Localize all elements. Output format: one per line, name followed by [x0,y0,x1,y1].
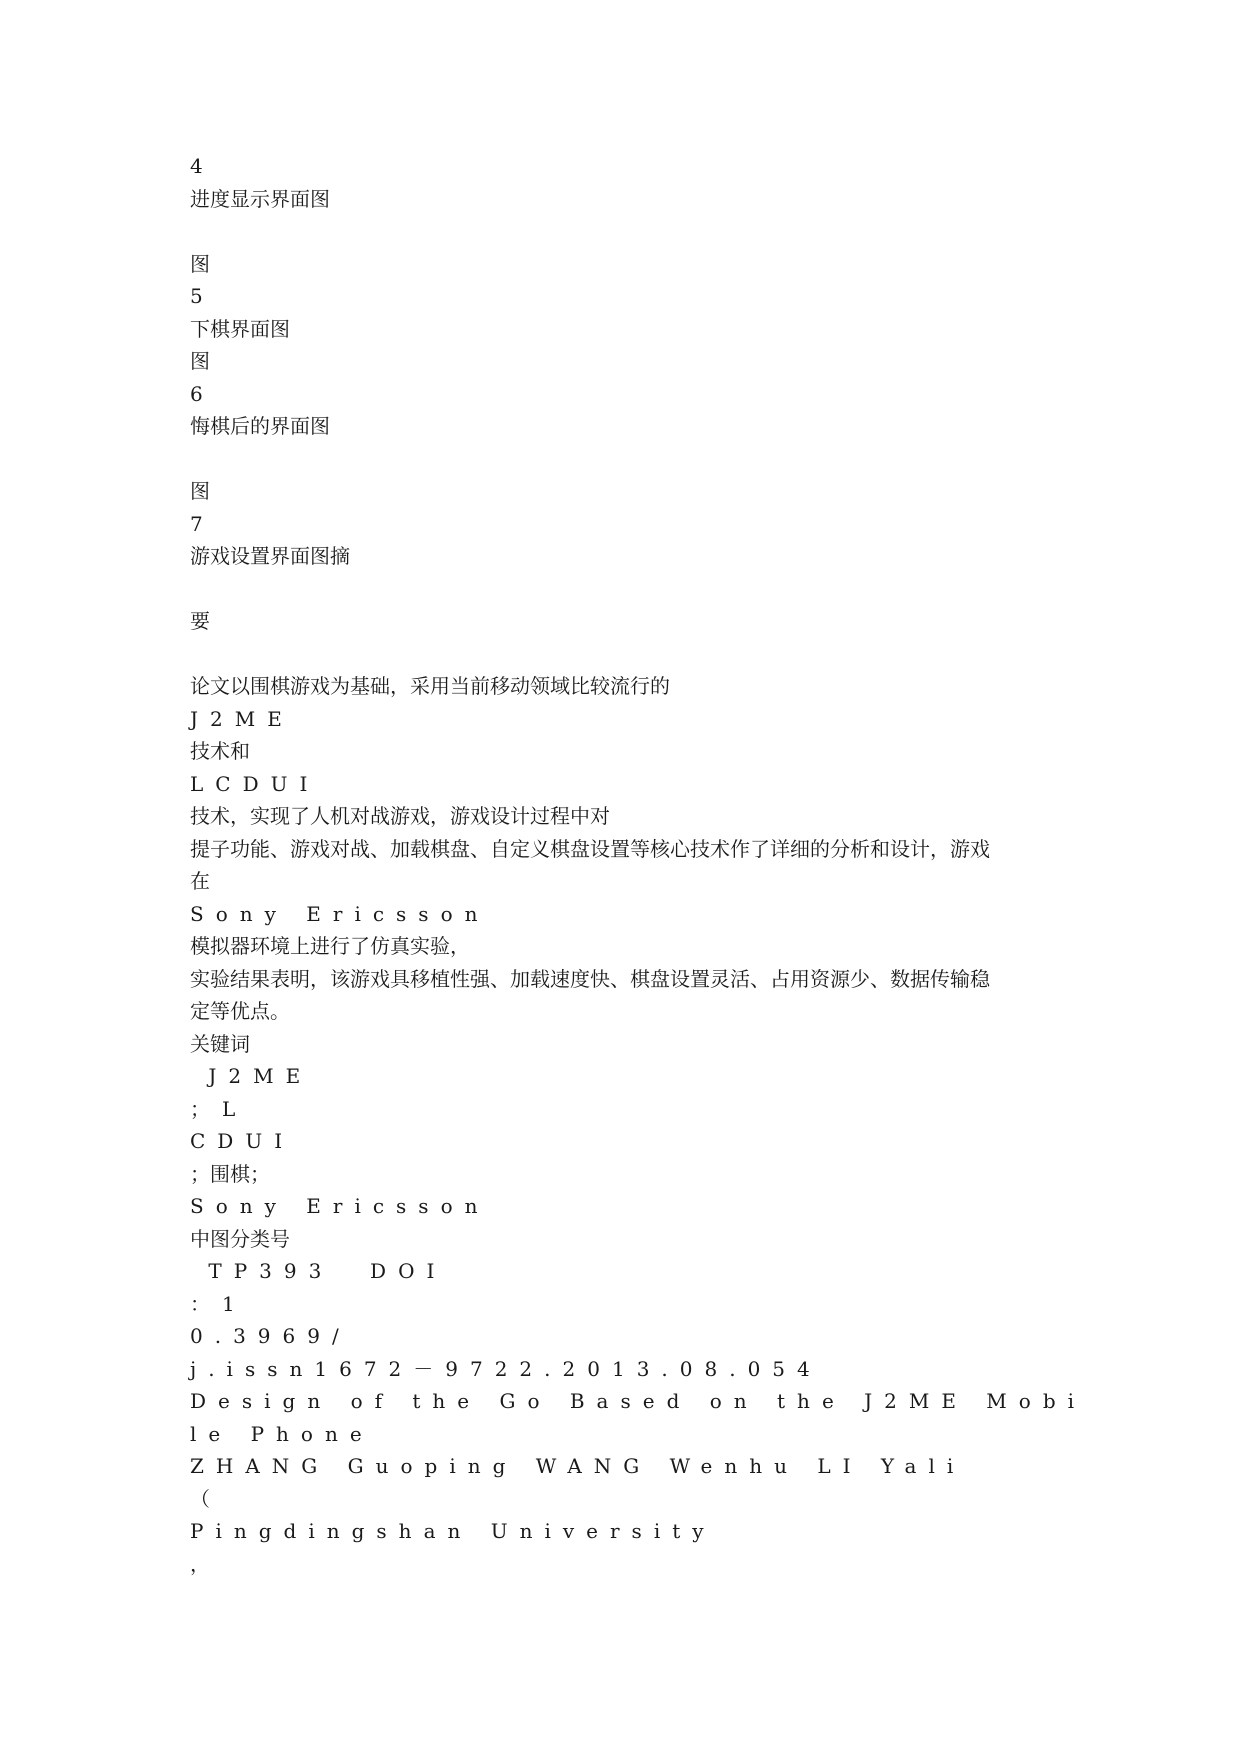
abstract-text: 实验结果表明，该游戏具移植性强、加载速度快、棋盘设置灵活、占用资源少、数据传输稳 [190,966,990,991]
keyword: Sony Ericsson [190,1194,490,1218]
document-page [190,150,1087,1580]
abstract-text: 技术，实现了人机对战游戏，游戏设计过程中对 [190,804,610,828]
affiliation: ， [190,1551,210,1576]
abstract-text: 在 [190,869,210,893]
keyword: ；围棋； [190,1161,270,1186]
figure-label: 图 [190,479,210,503]
abstract-text: 论文以围棋游戏为基础，采用当前移动领域比较流行的 [190,674,670,698]
figure-caption: 进度显示界面图 [190,186,330,211]
abstract-text: 定等优点。 [190,999,290,1023]
figure-caption: 悔棋后的界面图 [190,414,330,438]
doi-value: 0.3969/ [190,1324,351,1348]
doi-value: j.issn1672－9722.2013.08.054 [190,1356,822,1381]
english-title: le Phone [190,1421,374,1446]
blank-line [190,573,1070,606]
classification-label: 中图分类号 [190,1226,290,1251]
blank-line [190,215,1070,248]
abstract-heading: 要 [190,609,210,633]
abstract-text: Sony Ericsson [190,901,490,926]
abstract-text: LCDUI [190,771,320,796]
figure-label: 图 [190,251,210,276]
english-title: Design of the Go Based on the J2ME Mobi [190,1389,1087,1413]
figure-number: 6 [190,381,203,406]
figure-number: 7 [190,511,203,536]
abstract-text: J2ME [190,706,294,731]
blank-line [190,443,1070,476]
figure-label: 图 [190,349,210,373]
abstract-text: 模拟器环境上进行了仿真实验， [190,934,470,958]
keyword: CDUI [190,1129,295,1153]
keyword: ；L [190,1096,248,1121]
figure-number: 4 [190,154,203,178]
classification-value: TP393 DOI [190,1259,447,1283]
doi-value: ：1 [190,1291,247,1316]
keywords-label: 关键词 [190,1031,250,1056]
figure-number: 5 [190,284,203,308]
affiliation: Pingdingshan University [190,1519,716,1543]
abstract-text: 提子功能、游戏对战、加载棋盘、自定义棋盘设置等核心技术作了详细的分析和设计，游戏 [190,836,990,861]
figure-caption: 游戏设置界面图摘 [190,544,350,568]
authors: ZHANG Guoping WANG Wenhu LI Yali [190,1454,966,1478]
abstract-text: 技术和 [190,739,250,763]
affiliation: （ [190,1486,210,1511]
figure-caption: 下棋界面图 [190,316,290,341]
keyword: J2ME [190,1064,313,1088]
blank-line [190,638,1070,671]
